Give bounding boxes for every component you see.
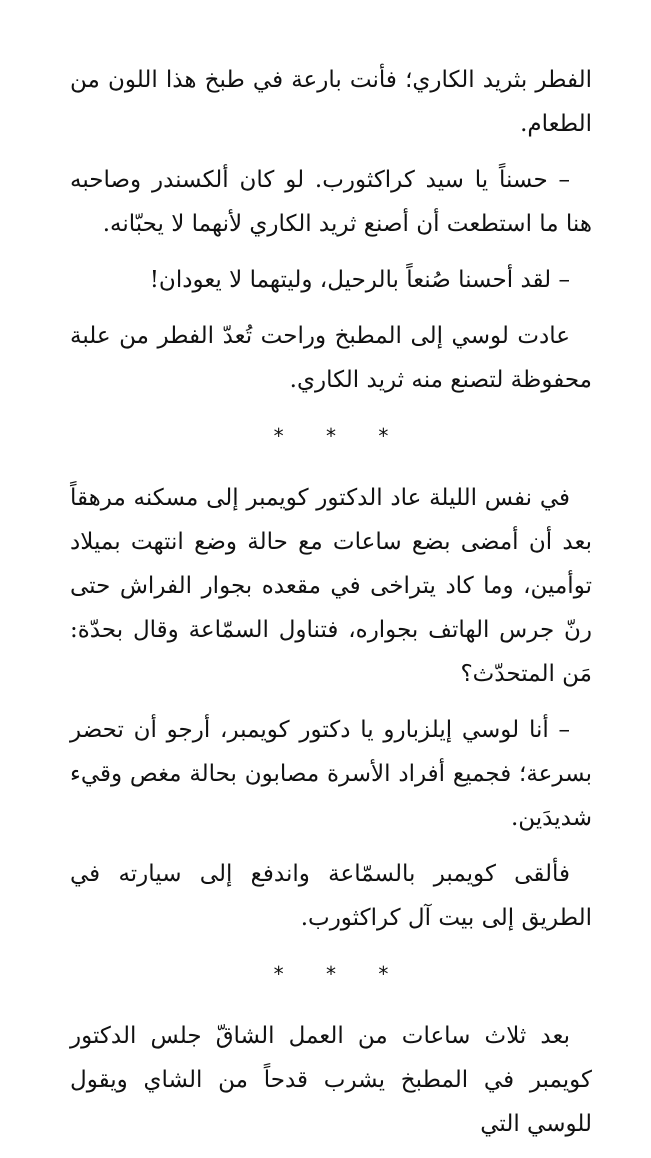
- book-page: [70, 58, 592, 1158]
- dialogue-paragraph-3: – لقد أحسنا صُنعاً بالرحيل، وليتهما لا يعودان!: [149, 267, 570, 293]
- paragraph-8: بعد ثلاث ساعات من العمل الشاقّ جلس الدكتور كويمبر في المطبخ يشرب قدحاً من الشاي ويقول للوسي التي: [70, 1023, 592, 1137]
- dialogue-paragraph-2: – حسناً يا سيد كراكثورب. لو كان ألكسندر وصاحبه هنا ما استطعت أن أصنع ثريد الكاري لأنهما لا يحبّانه.: [70, 167, 592, 237]
- dialogue-paragraph-6: – أنا لوسي إيلزبارو يا دكتور كويمبر، أرجو أن تحضر بسرعة؛ فجميع أفراد الأسرة مصابون بحالة مغص وقيء شديدَين.: [70, 717, 592, 831]
- paragraph-1: الفطر بثريد الكاري؛ فأنت بارعة في طبخ هذا اللون من الطعام.: [70, 67, 592, 137]
- paragraph-7: فألقى كويمبر بالسمّاعة واندفع إلى سيارته في الطريق إلى بيت آل كراكثورب.: [70, 861, 592, 931]
- section-separator-2: * * *: [273, 962, 407, 986]
- section-separator-1: * * *: [273, 424, 407, 448]
- paragraph-5: في نفس الليلة عاد الدكتور كويمبر إلى مسكنه مرهقاً بعد أن أمضى بضع ساعات مع حالة وضع انتهت بميلاد توأمين، وما كاد يتراخى في مقعده بجوار الفراش حتى رنّ جرس الهاتف بجواره، فتناول السمّاعة وقال بحدّة: مَن المتحدّث؟: [70, 485, 592, 687]
- paragraph-4: عادت لوسي إلى المطبخ وراحت تُعدّ الفطر من علبة محفوظة لتصنع منه ثريد الكاري.: [70, 323, 592, 393]
